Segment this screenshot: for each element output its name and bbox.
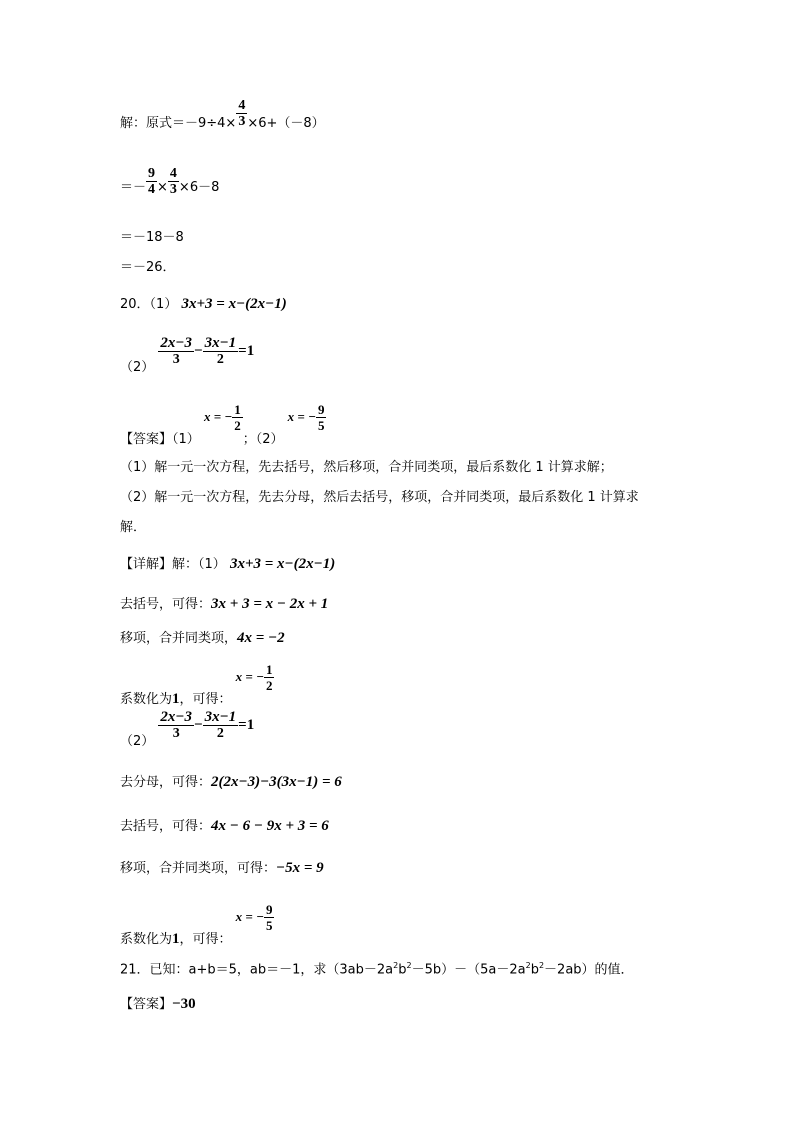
numerator: 1 xyxy=(234,402,241,417)
step-label: ，可得： xyxy=(179,692,232,707)
question-text: b xyxy=(530,962,539,978)
step-4 xyxy=(120,774,342,791)
answer-20 xyxy=(120,402,326,447)
fraction xyxy=(264,902,275,933)
solution-line-1 xyxy=(120,98,325,139)
part-label: （2） xyxy=(120,360,155,375)
numerator: 3x−1 xyxy=(204,335,237,351)
answer-label: 【答案】 xyxy=(120,997,173,1012)
answer-label: 【答案】 xyxy=(120,432,173,447)
denominator: 3 xyxy=(238,114,246,129)
denominator: 2 xyxy=(216,352,224,367)
fraction xyxy=(146,166,157,197)
answer-lhs: x = − xyxy=(235,669,264,684)
coefficient: 1 xyxy=(172,691,180,707)
step-label: 系数化为 xyxy=(120,692,173,707)
step-1 xyxy=(120,596,328,613)
step-label: 系数化为 xyxy=(120,932,173,947)
coefficient: 1 xyxy=(172,931,180,947)
denominator: 3 xyxy=(172,352,180,367)
times-sign: × xyxy=(157,180,168,195)
expr-suffix: ×6－8 xyxy=(178,180,220,195)
separator: ；（2） xyxy=(242,432,284,447)
numerator: 4 xyxy=(169,166,177,181)
part-label: 解：（1） xyxy=(172,557,226,572)
minus-sign: − xyxy=(194,717,203,733)
denominator: 5 xyxy=(317,418,325,433)
numerator: 9 xyxy=(265,902,273,917)
denominator: 3 xyxy=(169,182,177,197)
analysis-1: （1）解一元一次方程，先去括号，然后移项，合并同类项，最后系数化 1 计算求解； xyxy=(120,460,613,475)
equation: 3x+3 = x−(2x−1) xyxy=(181,296,287,312)
question-20 xyxy=(120,296,287,313)
step-label: 去分母，可得： xyxy=(120,775,212,790)
superscript: 2 xyxy=(406,961,412,970)
superscript: 2 xyxy=(525,961,531,970)
denominator: 2 xyxy=(234,418,241,433)
numerator: 9 xyxy=(148,166,156,181)
denominator: 4 xyxy=(148,182,156,197)
question-text: －2ab）的值． xyxy=(544,962,634,978)
solution-line-2 xyxy=(120,166,220,203)
superscript: 2 xyxy=(538,961,545,970)
denominator: 2 xyxy=(265,678,273,693)
fraction xyxy=(264,662,275,693)
step-label: 移项，合并同类项，可得： xyxy=(120,861,277,876)
part-2-equation xyxy=(120,709,255,749)
fraction xyxy=(158,710,194,741)
detail-label: 【详解】 xyxy=(120,557,173,572)
fraction xyxy=(158,336,194,367)
fraction xyxy=(203,710,239,741)
equation: 2(2x−3)−3(3x−1) = 6 xyxy=(211,774,342,790)
question-20-part-2 xyxy=(120,335,255,375)
part-label: （2） xyxy=(120,734,155,749)
fraction xyxy=(316,402,327,433)
step-label: ，可得： xyxy=(179,932,232,947)
equation: 3x + 3 = x − 2x + 1 xyxy=(211,596,329,612)
numerator: 4 xyxy=(238,98,246,113)
question-text: －5b）－（5a－2a xyxy=(411,962,526,978)
step-5 xyxy=(120,818,329,835)
equation: 4x − 6 − 9x + 3 = 6 xyxy=(211,818,329,834)
numerator: 3x−1 xyxy=(204,709,237,725)
question-number: 20．（1） xyxy=(120,297,178,312)
step-7 xyxy=(120,902,274,947)
solution-line-3: ＝－18－8 xyxy=(120,230,184,245)
question-text: 21．已知：a+b＝5，ab＝－1，求（3ab－2a xyxy=(120,962,394,978)
denominator: 5 xyxy=(265,918,273,933)
step-label: 去括号，可得： xyxy=(120,819,212,834)
numerator: 2x−3 xyxy=(160,709,193,725)
step-6 xyxy=(120,860,324,877)
equation: 3x+3 = x−(2x−1) xyxy=(229,556,336,572)
denominator: 3 xyxy=(172,726,180,741)
question-text: b xyxy=(398,962,407,978)
superscript: 2 xyxy=(393,961,399,970)
solution-line-4: ＝－26． xyxy=(120,260,176,275)
rhs: =1 xyxy=(238,717,255,733)
fraction xyxy=(168,166,179,197)
minus-sign: − xyxy=(194,343,203,359)
numerator: 2x−3 xyxy=(160,335,193,351)
rhs: =1 xyxy=(238,343,255,359)
answer-lhs: x = − xyxy=(287,409,316,424)
analysis-2-cont: 解． xyxy=(120,520,147,535)
fraction xyxy=(236,98,247,129)
equation: 4x = −2 xyxy=(237,630,285,646)
denominator: 2 xyxy=(216,726,224,741)
answer-lhs: x = − xyxy=(203,409,233,424)
fraction xyxy=(203,336,239,367)
step-label: 移项，合并同类项， xyxy=(120,631,238,646)
expr-prefix: 解：原式＝－9÷4× xyxy=(120,116,237,131)
question-21 xyxy=(120,958,634,978)
expr-prefix: ＝－ xyxy=(120,180,147,195)
step-3 xyxy=(120,662,274,707)
part-label: （1） xyxy=(172,432,200,447)
detail-header xyxy=(120,556,335,573)
equation: −5x = 9 xyxy=(276,860,324,876)
step-label: 去括号，可得： xyxy=(120,597,212,612)
numerator: 1 xyxy=(265,662,273,677)
answer-value: −30 xyxy=(172,996,196,1012)
fraction xyxy=(232,402,243,433)
step-2 xyxy=(120,630,285,647)
analysis-2: （2）解一元一次方程，先去分母，然后去括号，移项，合并同类项，最后系数化 1 计算求 xyxy=(120,490,639,505)
numerator: 9 xyxy=(317,402,325,417)
answer-lhs: x = − xyxy=(235,909,264,924)
expr-suffix: ×6+（－8） xyxy=(247,116,325,131)
answer-21 xyxy=(120,996,196,1013)
